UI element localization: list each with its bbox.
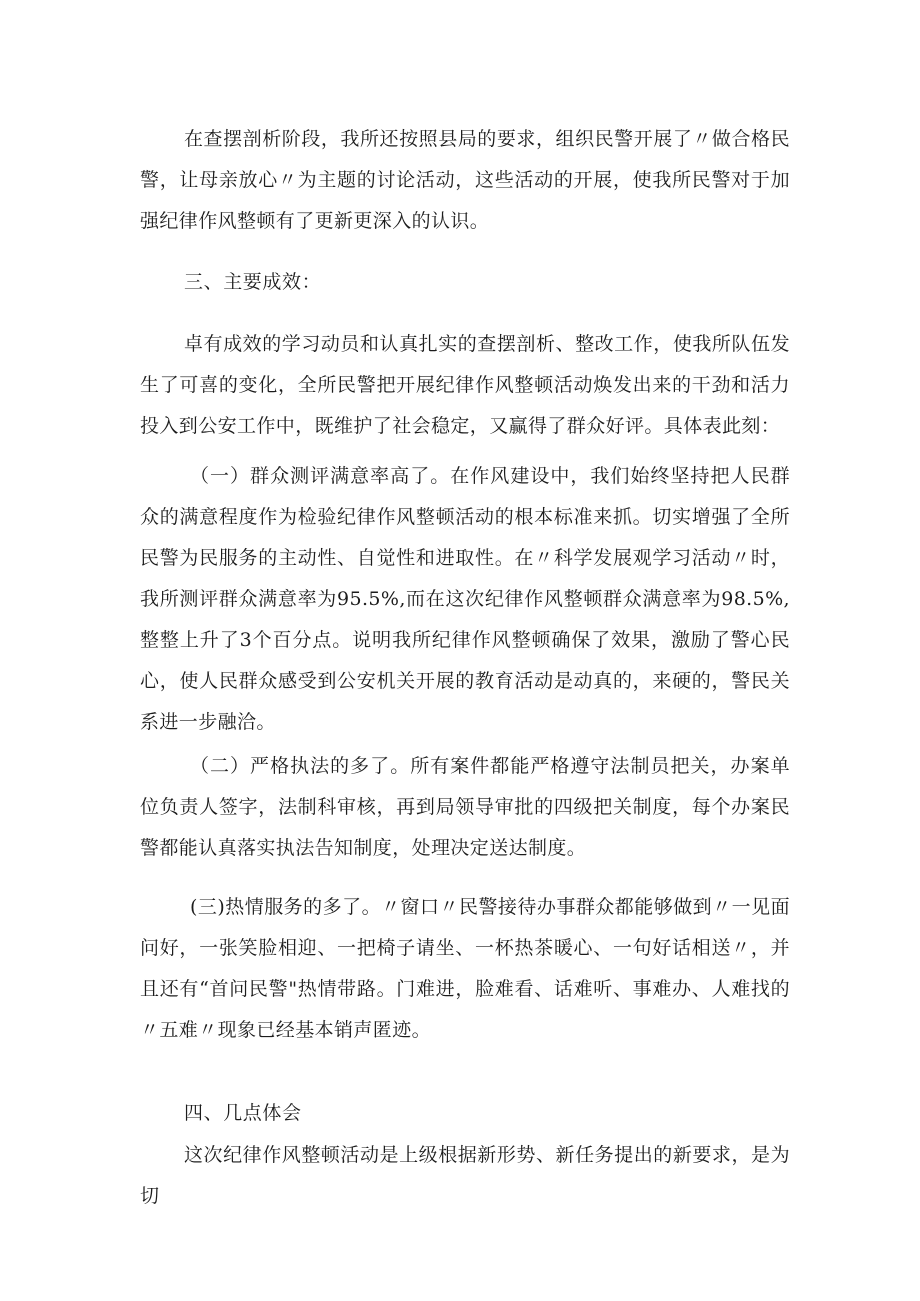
paragraph-review-stage: 在查摆剖析阶段，我所还按照县局的要求，组织民警开展了〃做合格民警，让母亲放心〃为主题的讨论活动，这些活动的开展，使我所民警对于加强纪律作风整顿有了更新更深入的认识。 bbox=[140, 128, 790, 232]
section-heading-main-results: 三、主要成效： bbox=[184, 271, 322, 293]
paragraph-strict-enforcement: （二）严格执法的多了。所有案件都能严格遵守法制员把关，办案单位负责人签字，法制科审核，再到局领导审批的四级把关制度，每个办案民警都能认真落实执法告知制度，处理决定送达制度。 bbox=[140, 755, 790, 859]
paragraph-warm-service: (三)热情服务的多了。〃窗口〃民警接待办事群众都能够做到〃一见面问好，一张笑脸相迎、一把椅子请坐、一杯热茶暖心、一句好话相送〃，并且还有“首问民警"热情带路。门难进，脸难看、话难听、事难办、人难找的〃五难〃现象已经基本销声匿迹。 bbox=[140, 896, 790, 1041]
section-heading-reflections: 四、几点体会 bbox=[184, 1102, 302, 1124]
paragraph-results-overview: 卓有成效的学习动员和认真扎实的查摆剖析、整改工作，使我所队伍发生了可喜的变化，全所民警把开展纪律作风整顿活动焕发出来的干劲和活力投入到公安工作中，既维护了社会稳定，又赢得了群众好评。具体表此刻： bbox=[140, 333, 790, 437]
paragraph-satisfaction-rate: （一）群众测评满意率高了。在作风建设中，我们始终坚持把人民群众的满意程度作为检验纪律作风整顿活动的根本标准来抓。切实增强了全所民警为民服务的主动性、自觉性和进取性。在〃科学发展观学习活动〃时，我所测评群众满意率为95.5%,而在这次纪律作风整顿群众满意率为98.5%,整整上升了3个百分点。说明我所纪律作风整顿确保了效果，激励了警心民心，使人民群众感受到公安机关开展的教育活动是动真的，来硬的，警民关系进一步融洽。 bbox=[140, 465, 790, 733]
paragraph-reflections-start: 这次纪律作风整顿活动是上级根据新形势、新任务提出的新要求，是为切 bbox=[140, 1144, 790, 1207]
